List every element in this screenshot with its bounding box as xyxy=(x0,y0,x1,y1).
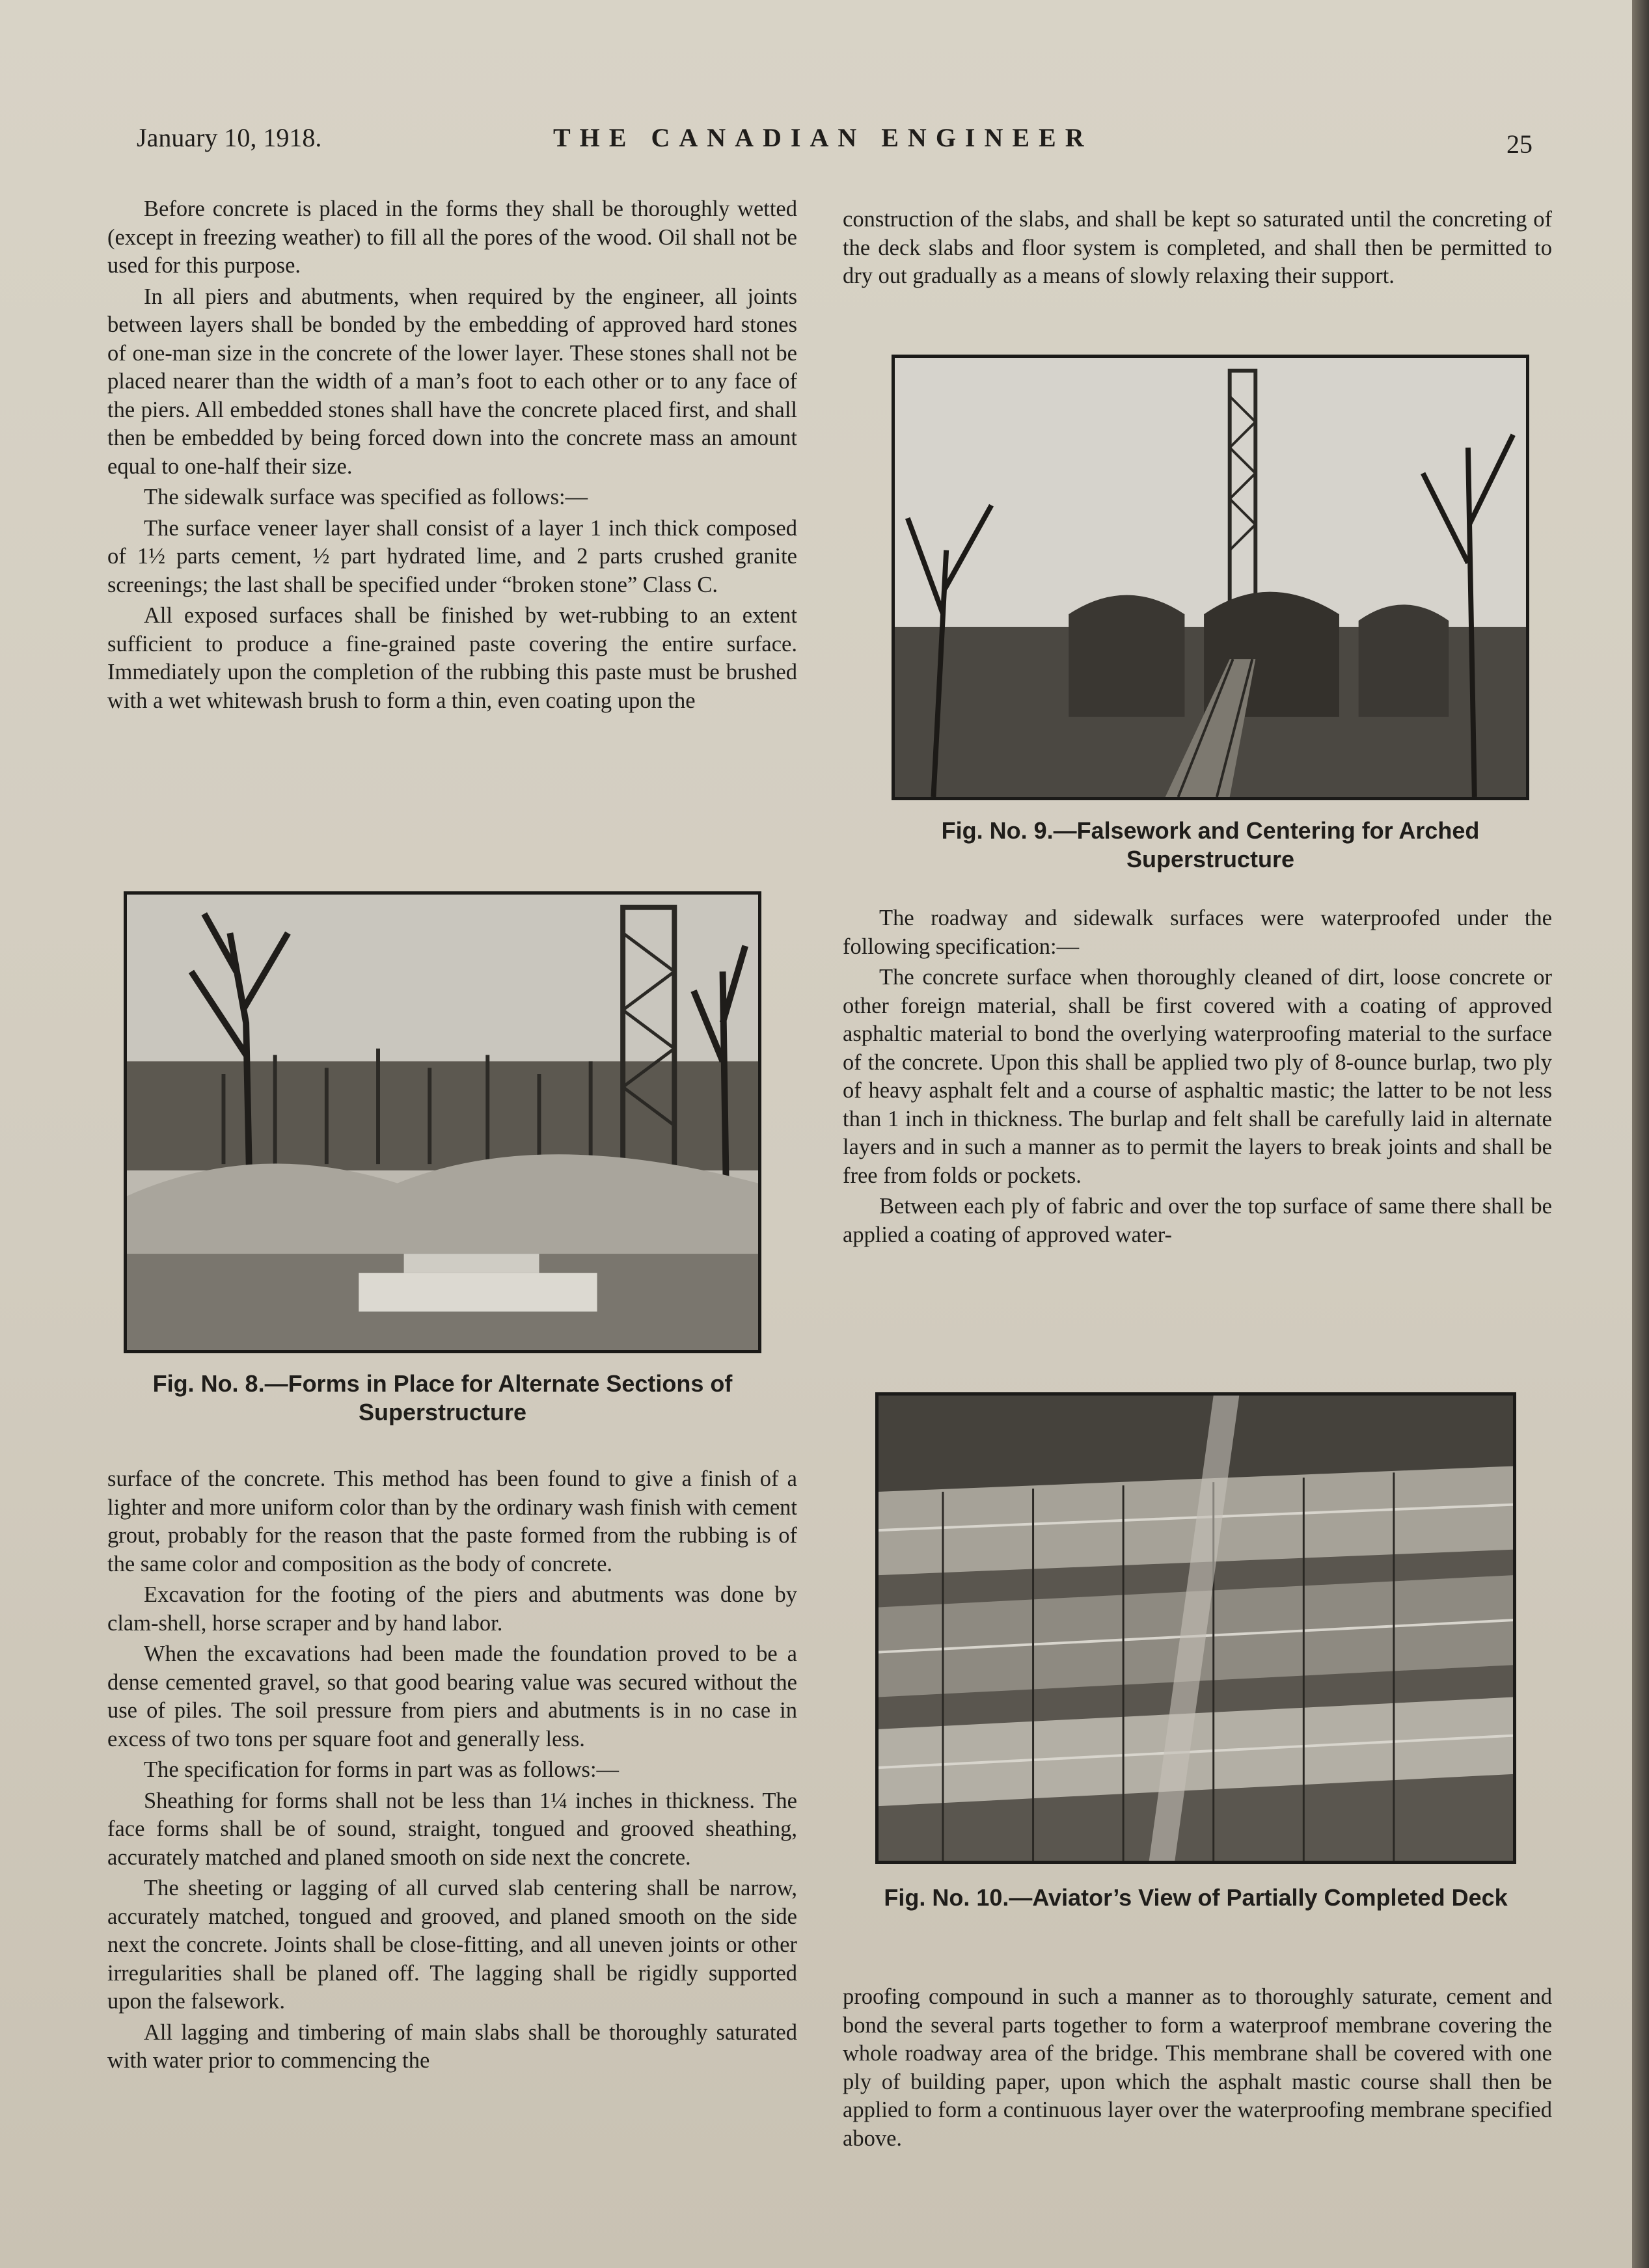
paragraph: Sheathing for forms shall not be less than 1¼ inches in thickness. The face forms shall be of sound, straight, tongued and grooved sheathing, accurately matched and planed smooth on side next the concrete. xyxy=(107,1788,797,1870)
paragraph: The specification for forms in part was as follows:— xyxy=(144,1757,620,1782)
forms-photo-illustration xyxy=(127,895,758,1350)
figure-10-caption: Fig. No. 10.—Aviator’s View of Partially Completed Deck xyxy=(884,1884,1508,1911)
paragraph: When the excavations had been made the foundation proved to be a dense cemented gravel, so that good bearing value was secured without the use of piles. The soil pressure from piers and abutments is in no case in excess of two tons per square foot and generally less. xyxy=(107,1641,797,1751)
paragraph: construction of the slabs, and shall be kept so saturated until the concreting of the deck slabs and floor system is completed, and shall then be permitted to dry out gradually as a means of slowly relaxing their support. xyxy=(843,207,1552,288)
binding-edge xyxy=(1632,0,1649,2268)
issue-date: January 10, 1918. xyxy=(137,123,322,152)
paragraph: proofing compound in such a manner as to thoroughly saturate, cement and bond the several parts together to form a waterproof membrane covering the whole roadway area of the bridge. This membrane shall be covered with one ply of building paper, upon which the asphalt mastic course shall then be applied to form a continuous layer over the waterproofing membrane specified above. xyxy=(843,1984,1552,2151)
running-header xyxy=(137,117,1533,163)
paragraph: surface of the concrete. This method has been found to give a finish of a lighter and more uniform color than by the ordinary wash finish with cement grout, probably for the reason that the paste formed from the rubbing is of the same color and composition as the body of concrete. xyxy=(107,1466,797,1576)
page-number: 25 xyxy=(1506,129,1533,159)
paragraph: All exposed surfaces shall be finished by wet-rubbing to an extent sufficient to produce a fine-grained paste covering the entire surface. Immediately upon the completion of the rubbing this paste must be brushed with a wet whitewash brush to form a thin, even coating upon the xyxy=(107,603,797,713)
column-right-middle xyxy=(843,904,1552,1252)
column-left-bottom xyxy=(107,1465,797,2078)
paragraph: The concrete surface when thoroughly cleaned of dirt, loose concrete or other foreign material, shall be first covered with a coating of approved asphaltic material to bond the overlying waterproofing material to the surface of the concrete. Upon this shall be applied two ply of 8-ounce burlap, two ply of heavy asphalt felt and a course of asphaltic mastic; the latter to be not less than 1 inch in thickness. The burlap and felt shall be carefully laid in alternate layers and in such a manner as to permit the layers to break joints and shall be free from folds or pockets. xyxy=(843,965,1552,1188)
paragraph: Between each ply of fabric and over the top surface of same there shall be applied a coating of approved water- xyxy=(843,1194,1552,1247)
paragraph: The roadway and sidewalk surfaces were waterproofed under the following specification:— xyxy=(843,906,1552,959)
figure-8-caption: Fig. No. 8.—Forms in Place for Alternate Sections of Superstructure xyxy=(152,1370,733,1425)
falsework-photo-illustration xyxy=(895,358,1526,797)
paragraph: The sidewalk surface was specified as follows:— xyxy=(144,485,588,509)
paragraph: The surface veneer layer shall consist of a layer 1 inch thick composed of 1½ parts cement, ½ part hydrated lime, and 2 parts crushed granite screenings; the last shall be specified under “broken stone” Class C. xyxy=(107,515,797,597)
column-right-top xyxy=(843,206,1552,293)
column-left-top xyxy=(107,195,797,718)
figure-9-photo xyxy=(892,355,1529,800)
figure-8-photo xyxy=(124,891,761,1353)
figure-10-photo xyxy=(875,1392,1516,1864)
column-right-bottom xyxy=(843,1983,1552,2155)
paragraph: All lagging and timbering of main slabs shall be thoroughly saturated with water prior to commencing the xyxy=(107,2019,797,2073)
deck-photo-illustration xyxy=(879,1396,1513,1861)
paragraph: The sheeting or lagging of all curved slab centering shall be narrow, accurately matched, tongued and grooved, and planed smooth on the side next the concrete. Joints shall be close-fitting, and all uneven joints or other irregularities shall be planed off. The lagging shall be rigidly supported upon the falsework. xyxy=(107,1876,797,2014)
figure-9-caption: Fig. No. 9.—Falsework and Centering for Arched Superstructure xyxy=(941,817,1480,872)
paragraph: Before concrete is placed in the forms they shall be thoroughly wetted (except in freezing weather) to fill all the pores of the wood. Oil shall not be used for this purpose. xyxy=(107,196,797,278)
paragraph: Excavation for the footing of the piers and abutments was done by clam-shell, horse scraper and by hand labor. xyxy=(107,1582,797,1636)
masthead: THE CANADIAN ENGINEER xyxy=(553,123,1093,152)
paragraph: In all piers and abutments, when required by the engineer, all joints between layers shall be bonded by the embedding of approved hard stones of one-man size in the concrete of the lower layer. These stones shall not be placed nearer than the width of a man’s foot to each other or to any face of the piers. All embedded stones shall have the concrete placed first, and shall then be embedded by being forced down into the concrete mass an amount equal to one-half their size. xyxy=(107,284,797,479)
